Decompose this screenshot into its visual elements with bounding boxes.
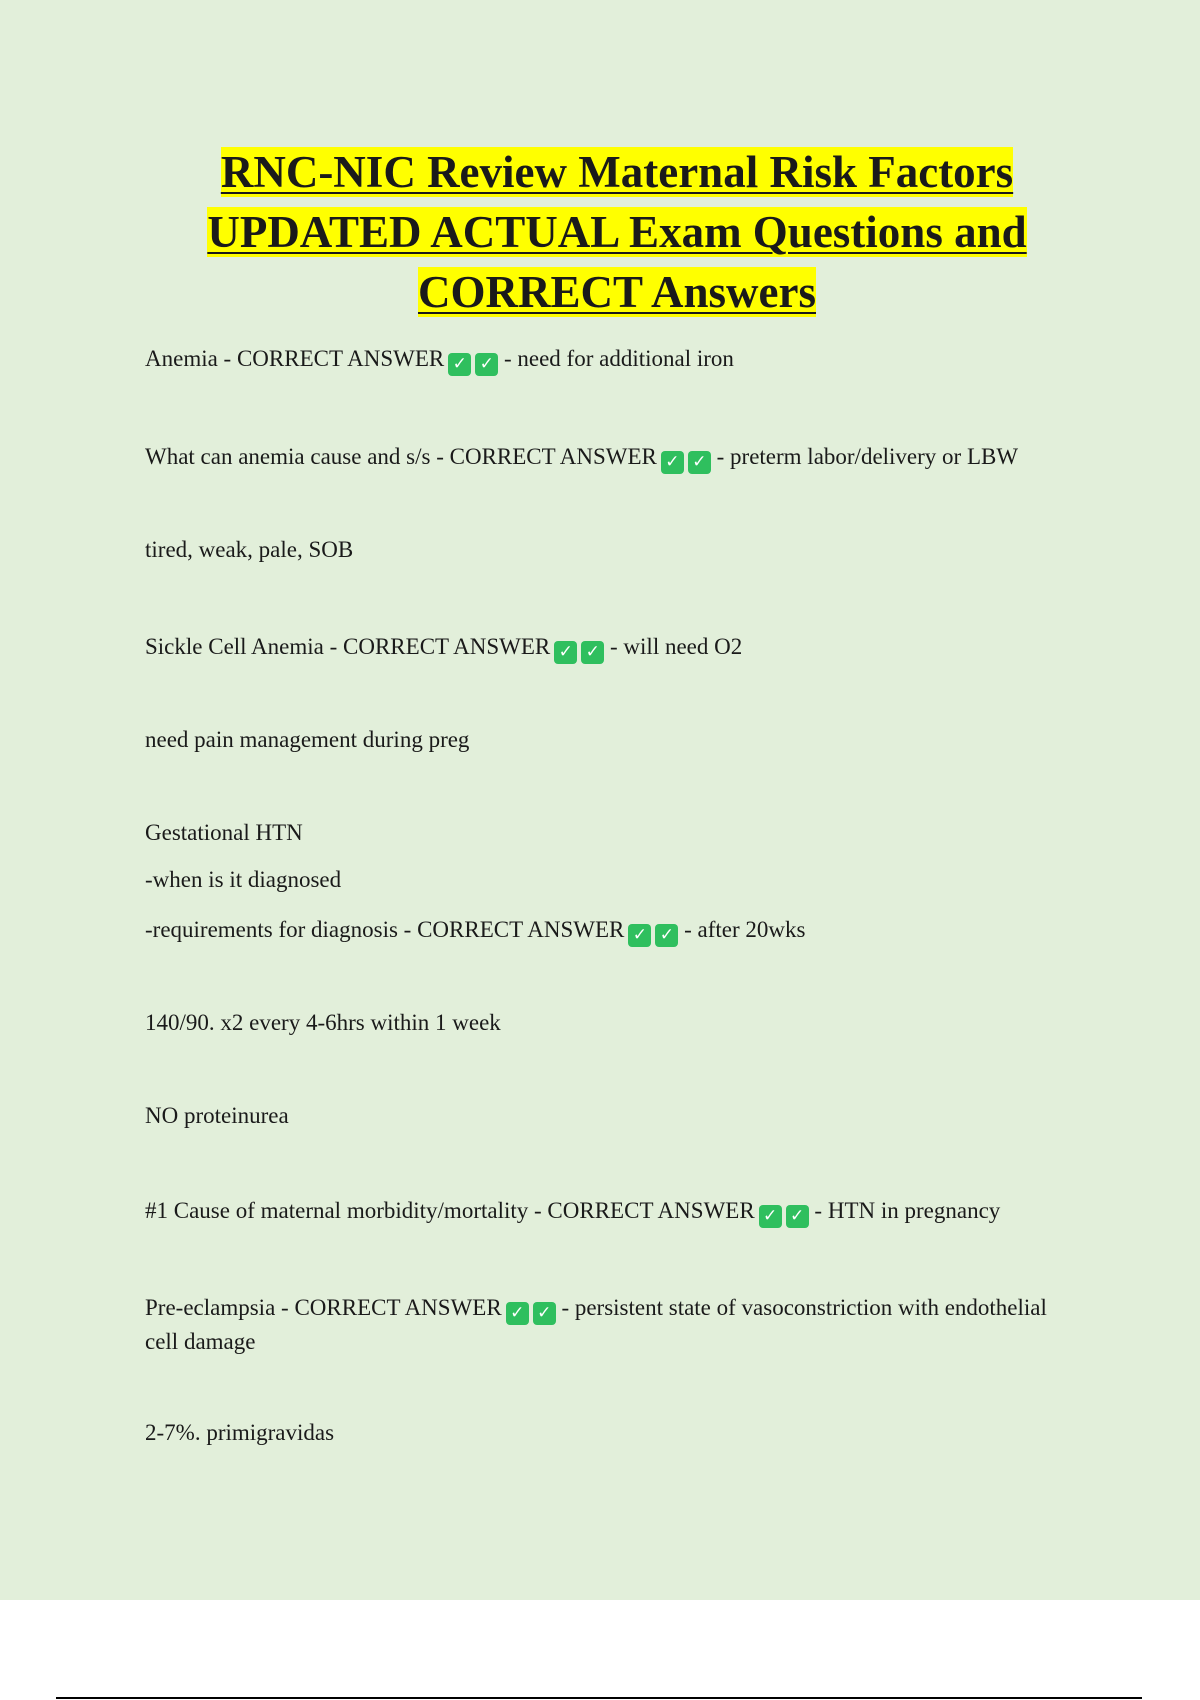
qa-item-anemia bbox=[145, 342, 1075, 376]
question-line: -when is it diagnosed bbox=[145, 867, 342, 892]
question-text: #1 Cause of maternal morbidity/mortality - bbox=[145, 1198, 548, 1223]
answer-continuation: 140/90. x2 every 4-6hrs within 1 week bbox=[145, 1010, 501, 1035]
title-line-3: CORRECT Answers bbox=[418, 267, 816, 317]
answer-marker: CORRECT ANSWER bbox=[236, 346, 445, 371]
question-text: What can anemia cause and s/s - bbox=[145, 444, 450, 469]
answer-marker: CORRECT ANSWER bbox=[547, 1198, 755, 1223]
answer-text: - preterm labor/delivery or LBW bbox=[710, 444, 1019, 469]
answer-marker: CORRECT ANSWER bbox=[343, 634, 551, 659]
footer-divider bbox=[56, 1697, 1142, 1699]
answer-text: - after 20wks bbox=[678, 917, 806, 942]
answer-text: - persistent state of vasoconstriction with endothelial cell damage bbox=[145, 1295, 1047, 1354]
qa-item-maternal-morbidity bbox=[145, 1194, 1075, 1228]
check-icon: ✓ bbox=[655, 924, 678, 947]
check-icon: ✓ bbox=[628, 924, 651, 947]
check-icon: ✓ bbox=[475, 353, 498, 376]
answer-marker: CORRECT ANSWER bbox=[294, 1295, 502, 1320]
qa-item-sickle-cell bbox=[145, 630, 1075, 664]
check-icon: ✓ bbox=[661, 451, 684, 474]
title-line-1: RNC-NIC Review Maternal Risk Factors bbox=[220, 147, 1014, 197]
answer-continuation: need pain management during preg bbox=[145, 727, 470, 752]
question-text: -requirements for diagnosis - bbox=[145, 917, 418, 942]
question-text: Anemia - bbox=[145, 346, 237, 371]
check-icon: ✓ bbox=[506, 1302, 529, 1325]
qa-item-gestational-htn bbox=[145, 913, 1075, 947]
answer-continuation: 2-7%. primigravidas bbox=[145, 1420, 335, 1445]
title-line-2: UPDATED ACTUAL Exam Questions and bbox=[207, 207, 1027, 257]
document-title bbox=[120, 142, 1114, 322]
answer-continuation: tired, weak, pale, SOB bbox=[145, 537, 354, 562]
check-icon: ✓ bbox=[581, 641, 604, 664]
answer-text: - will need O2 bbox=[604, 634, 743, 659]
check-icon: ✓ bbox=[688, 451, 711, 474]
answer-marker: CORRECT ANSWER bbox=[417, 917, 625, 942]
check-icon: ✓ bbox=[533, 1302, 556, 1325]
qa-item-anemia-causes bbox=[145, 440, 1075, 474]
answer-marker: CORRECT ANSWER bbox=[449, 444, 657, 469]
check-icon: ✓ bbox=[554, 641, 577, 664]
answer-continuation: NO proteinurea bbox=[145, 1103, 289, 1128]
check-icon: ✓ bbox=[786, 1205, 809, 1228]
question-line: Gestational HTN bbox=[145, 820, 303, 845]
answer-text: - need for additional iron bbox=[498, 346, 734, 371]
question-text: Pre-eclampsia - bbox=[145, 1295, 295, 1320]
check-icon: ✓ bbox=[448, 353, 471, 376]
answer-text: - HTN in pregnancy bbox=[808, 1198, 1001, 1223]
qa-item-pre-eclampsia bbox=[145, 1291, 1075, 1358]
check-icon: ✓ bbox=[759, 1205, 782, 1228]
question-text: Sickle Cell Anemia - bbox=[145, 634, 344, 659]
